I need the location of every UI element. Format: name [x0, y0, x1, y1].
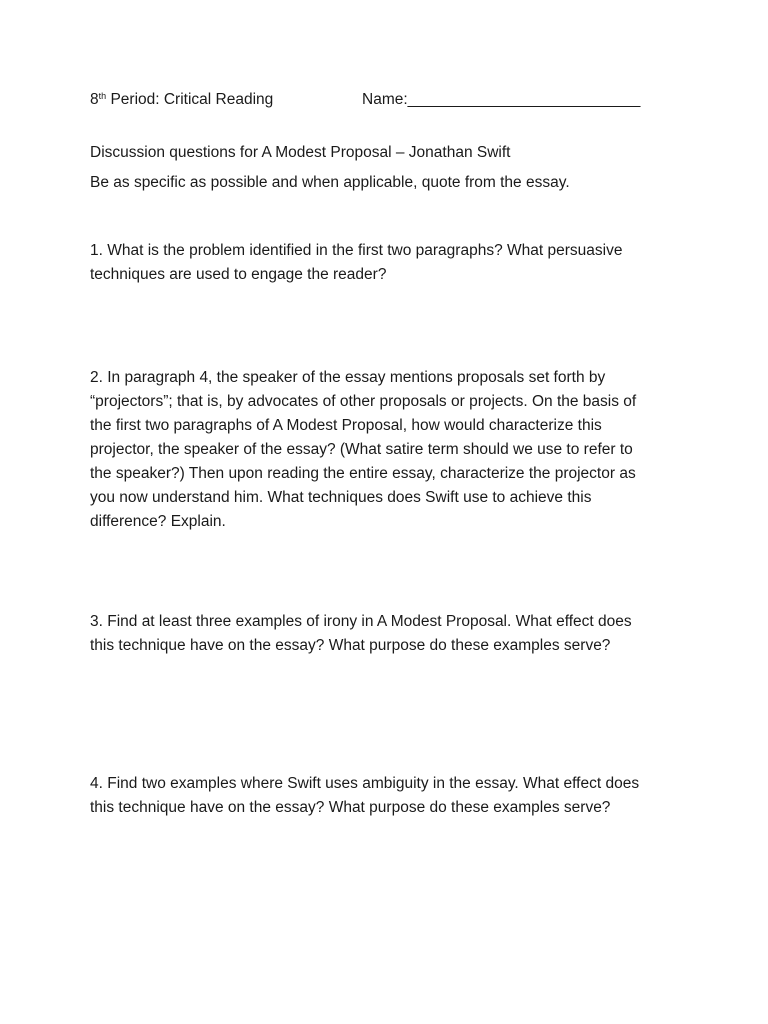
question-line: the speaker?) Then upon reading the entire essay, characterize the projector as: [90, 465, 636, 482]
instructions-text: Be as specific as possible and when applicable, quote from the essay.: [90, 174, 570, 191]
period-number: 8: [90, 91, 99, 108]
document-subtitle: Discussion questions for A Modest Proposal – Jonathan Swift: [90, 144, 511, 161]
period-suffix: th: [98, 91, 107, 101]
question-line: this technique have on the essay? What purpose do these examples serve?: [90, 637, 611, 654]
question-4: [90, 772, 690, 820]
name-field: Name:___________________________: [362, 91, 641, 108]
question-line: 2. In paragraph 4, the speaker of the essay mentions proposals set forth by: [90, 369, 606, 386]
worksheet-header: [90, 88, 690, 112]
question-line: you now understand him. What techniques does Swift use to achieve this: [90, 489, 592, 506]
question-3: [90, 610, 690, 658]
question-line: 4. Find two examples where Swift uses ambiguity in the essay. What effect does: [90, 775, 640, 792]
question-line: 3. Find at least three examples of irony in A Modest Proposal. What effect does: [90, 613, 632, 630]
question-line: techniques are used to engage the reader?: [90, 266, 387, 283]
question-line: 1. What is the problem identified in the first two paragraphs? What persuasive: [90, 242, 623, 259]
question-line: projector, the speaker of the essay? (What satire term should we use to refer to: [90, 441, 633, 458]
question-line: the first two paragraphs of A Modest Proposal, how would characterize this: [90, 417, 602, 434]
question-2: [90, 366, 690, 534]
question-line: “projectors”; that is, by advocates of other proposals or projects. On the basis of: [90, 393, 637, 410]
period-title: [90, 88, 273, 112]
question-line: this technique have on the essay? What purpose do these examples serve?: [90, 799, 611, 816]
question-line: difference? Explain.: [90, 513, 226, 530]
question-1: [90, 239, 690, 287]
period-label: Period: Critical Reading: [106, 91, 274, 108]
